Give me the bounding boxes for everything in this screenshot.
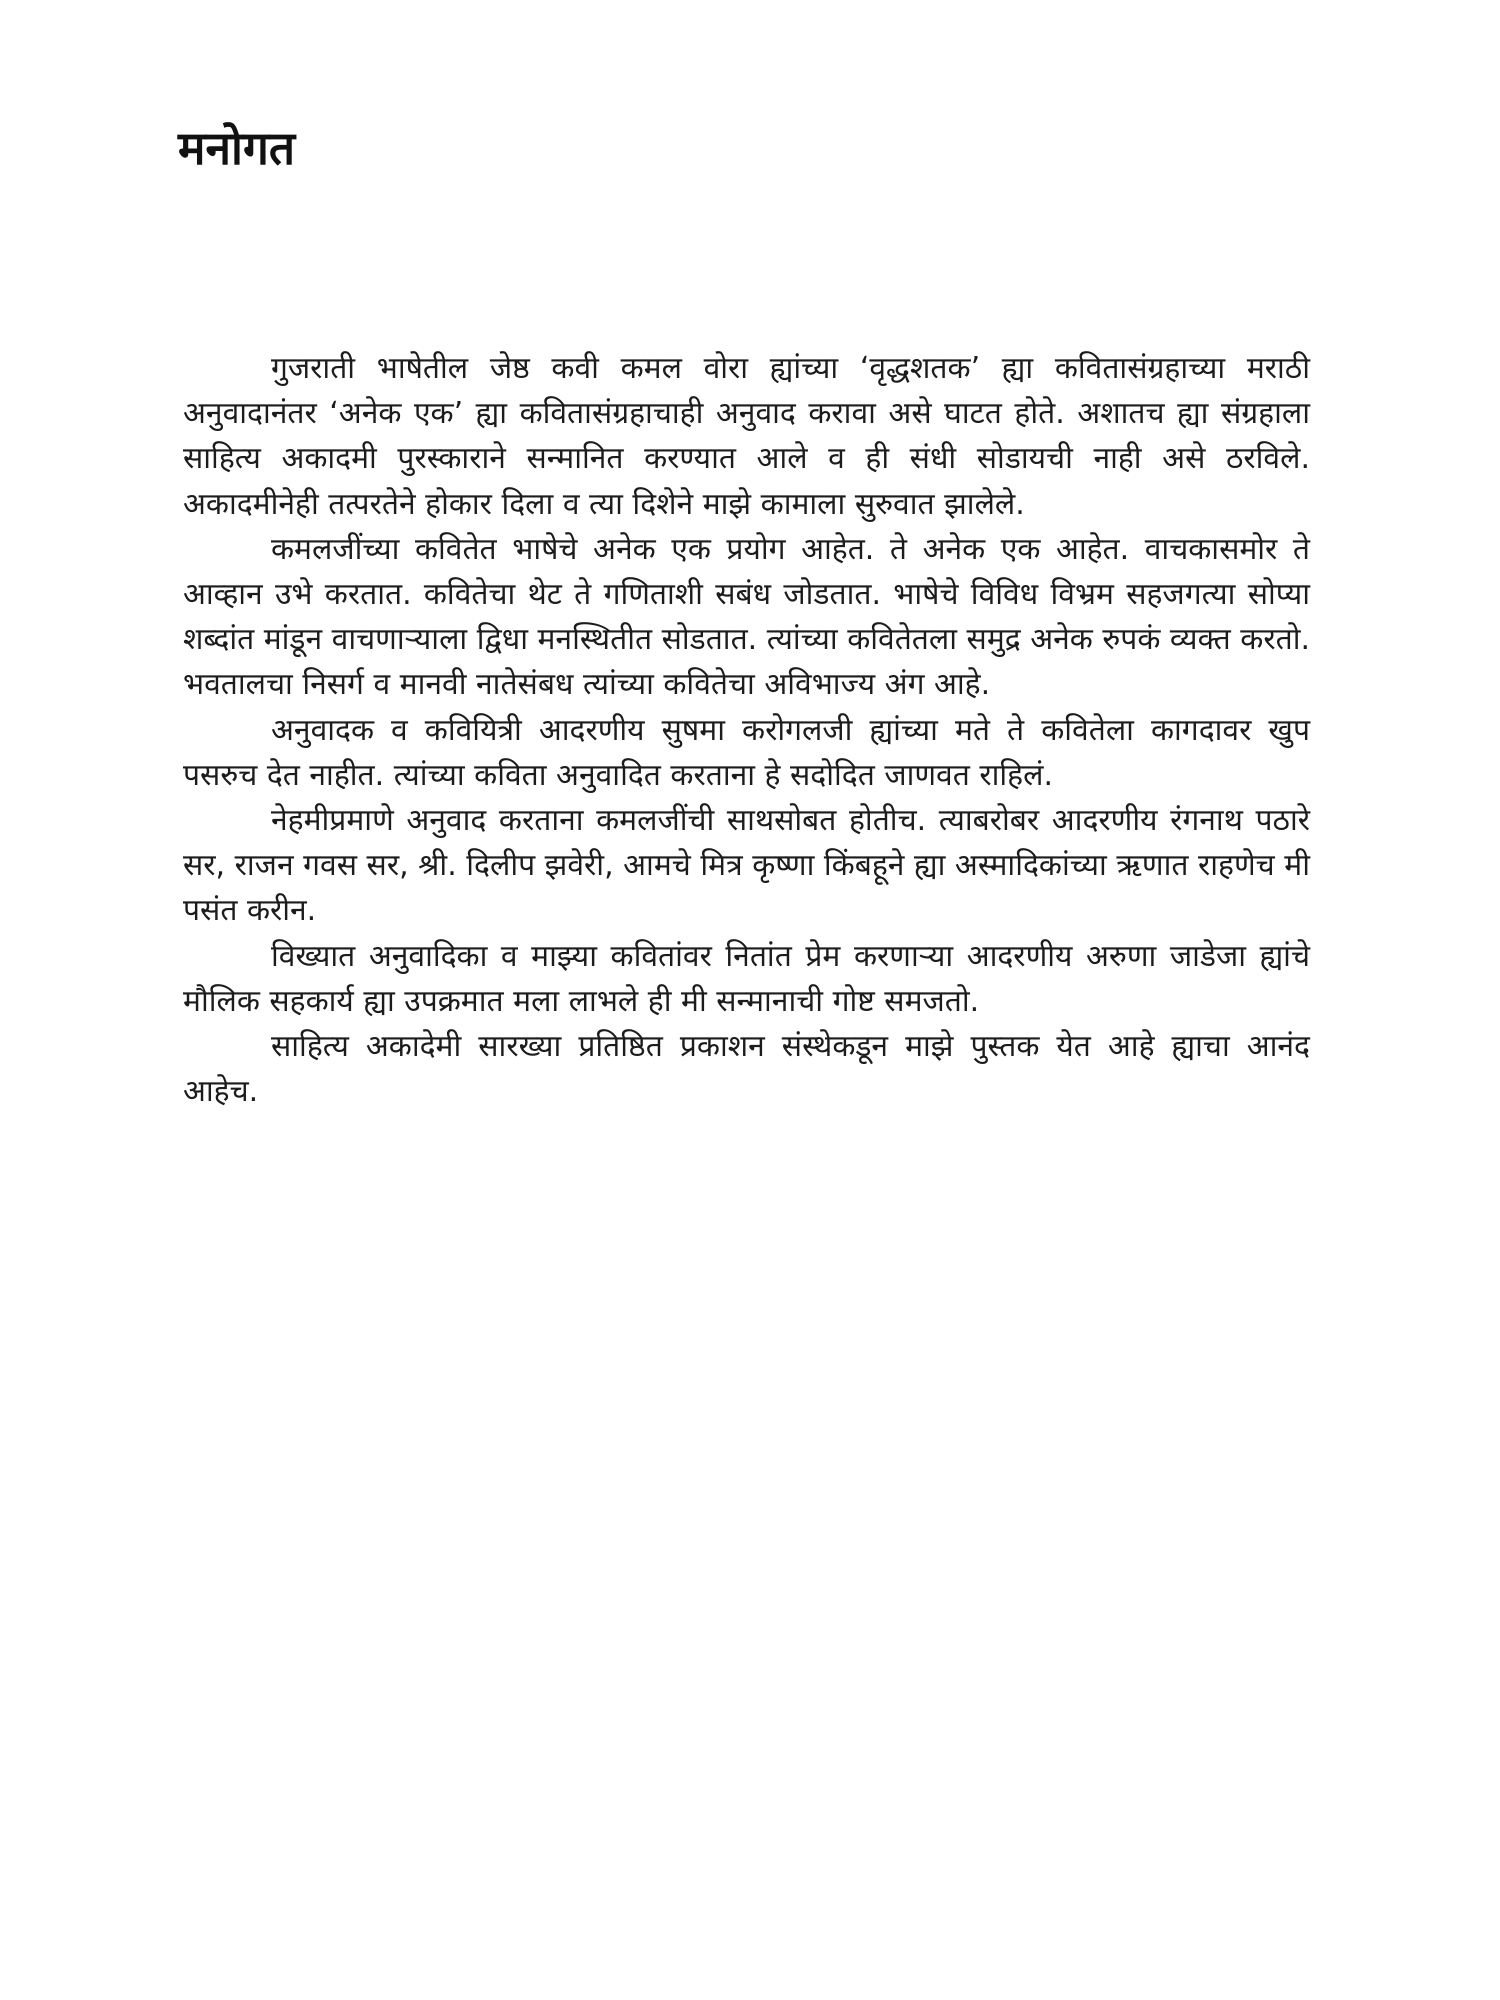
paragraph: कमलजींच्या कवितेत भाषेचे अनेक एक प्रयोग आहेत. ते अनेक एक आहेत. वाचकासमोर ते आव्हान उभे करतात. कवितेचा थेट ते गणिताशी सबंध जोडतात. भाषेचे विविध विभ्रम सहजगत्या सोप्या शब्दांत मांडून वाचणाऱ्याला द्विधा मनस्थितीत सोडतात. त्यांच्या कवितेतला समुद्र अनेक रुपकं व्यक्त करतो. भवतालचा निसर्ग व मानवी नातेसंबध त्यांच्या कवितेचा अविभाज्य अंग आहे.: [183, 531, 1311, 703]
paragraph: गुजराती भाषेतील जेष्ठ कवी कमल वोरा ह्यांच्या ‘वृद्धशतक’ ह्या कवितासंग्रहाच्या मराठी अनुवादानंतर ‘अनेक एक’ ह्या कवितासंग्रहाचाही अनुवाद करावा असे घाटत होते. अशातच ह्या संग्रहाला साहित्य अकादमी पुरस्काराने सन्मानित करण्यात आले व ही संधी सोडायची नाही असे ठरविले. अकादमीनेही तत्परतेने होकार दिला व त्या दिशेने माझे कामाला सुरुवात झालेले.: [183, 351, 1310, 522]
paragraph: साहित्य अकादेमी सारख्या प्रतिष्ठित प्रकाशन संस्थेकडून माझे पुस्तक येत आहे ह्याचा आनंद आहेच.: [183, 1029, 1310, 1110]
page-title: मनोगत: [178, 121, 296, 175]
paragraph: अनुवादक व कवियित्री आदरणीय सुषमा करोगलजी ह्यांच्या मते ते कवितेला कागदावर खुप पसरुच देत नाहीत. त्यांच्या कविता अनुवादित करताना हे सदोदित जाणवत राहिलं.: [183, 712, 1310, 793]
paragraph: नेहमीप्रमाणे अनुवाद करताना कमलजींची साथसोबत होतीच. त्याबरोबर आदरणीय रंगनाथ पठारे सर, राजन गवस सर, श्री. दिलीप झवेरी, आमचे मित्र कृष्णा किंबहूने ह्या अस्मादिकांच्या ऋणात राहणेच मी पसंत करीन.: [183, 803, 1310, 929]
paragraph: विख्यात अनुवादिका व माझ्या कवितांवर नितांत प्रेम करणाऱ्या आदरणीय अरुणा जाडेजा ह्यांचे मौलिक सहकार्य ह्या उपक्रमात मला लाभले ही मी सन्मानाची गोष्ट समजतो.: [183, 938, 1310, 1019]
document-body: [183, 346, 1310, 1114]
